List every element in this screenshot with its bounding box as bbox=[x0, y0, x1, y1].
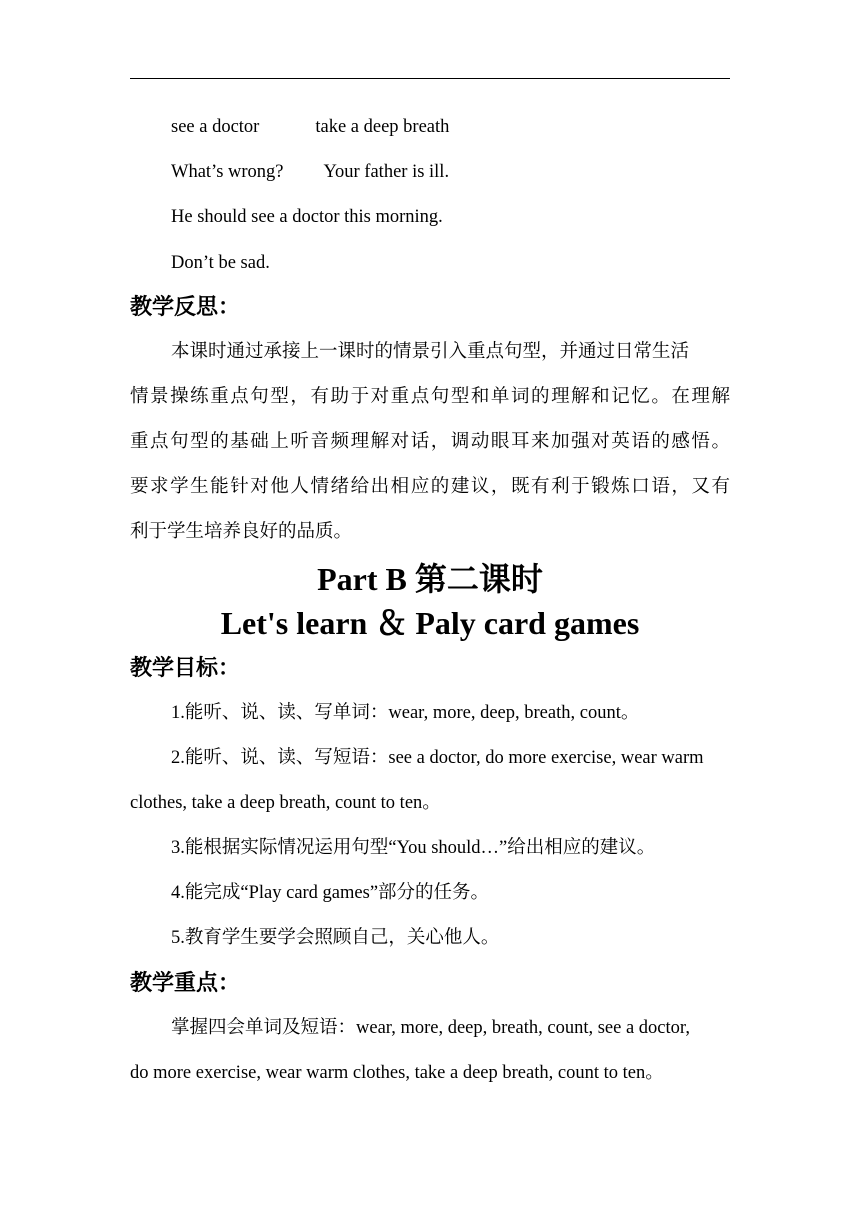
header-rule bbox=[130, 78, 730, 79]
section-subtitle: Let's learn ＆ Paly card games bbox=[220, 605, 640, 641]
reflection-line: 情景操练重点句型，有助于对重点句型和单词的理解和记忆。在理解 bbox=[130, 387, 730, 407]
keypoints-line-2: do more exercise, wear warm clothes, take a deep breath, count to ten。 bbox=[130, 1063, 664, 1083]
reflection-line: 利于学生培养良好的品质。 bbox=[130, 522, 353, 542]
reflection-line: 重点句型的基础上听音频理解对话，调动眼耳来加强对英语的感悟。 bbox=[130, 432, 730, 452]
objective-item-3: 3.能根据实际情况运用句型“You should…”给出相应的建议。 bbox=[171, 838, 656, 858]
phrase-see-a-doctor: see a doctor bbox=[171, 117, 260, 137]
reflection-line: 要求学生能针对他人情绪给出相应的建议，既有利于锻炼口语，又有 bbox=[130, 477, 730, 497]
vocab-line-2 bbox=[171, 163, 449, 182]
vocab-sentence-doctor: He should see a doctor this morning. bbox=[171, 207, 443, 227]
objective-item-1: 1.能听、说、读、写单词：wear, more, deep, breath, count。 bbox=[171, 703, 640, 723]
reflection-heading: 教学反思： bbox=[130, 294, 241, 319]
objectives-heading: 教学目标： bbox=[130, 655, 241, 680]
question-whats-wrong: What’s wrong? bbox=[171, 162, 284, 182]
answer-father-ill: Your father is ill. bbox=[323, 162, 450, 182]
keypoints-line-1: 掌握四会单词及短语：wear, more, deep, breath, count, see a doctor, bbox=[171, 1018, 690, 1038]
objective-item-2: 2.能听、说、读、写短语：see a doctor, do more exercise, wear warm bbox=[171, 748, 704, 768]
reflection-line: 本课时通过承接上一课时的情景引入重点句型，并通过日常生活 bbox=[171, 342, 690, 362]
phrase-take-a-deep-breath: take a deep breath bbox=[315, 117, 450, 137]
objective-item-2-cont: clothes, take a deep breath, count to ten。 bbox=[130, 793, 441, 813]
section-title: Part B 第二课时 bbox=[317, 561, 543, 597]
vocab-sentence-sad: Don’t be sad. bbox=[171, 253, 270, 273]
objective-item-4: 4.能完成“Play card games”部分的任务。 bbox=[171, 883, 490, 903]
keypoints-heading: 教学重点： bbox=[130, 970, 241, 995]
vocab-line-1 bbox=[171, 118, 449, 137]
objective-item-5: 5.教育学生要学会照顾自己，关心他人。 bbox=[171, 928, 500, 948]
